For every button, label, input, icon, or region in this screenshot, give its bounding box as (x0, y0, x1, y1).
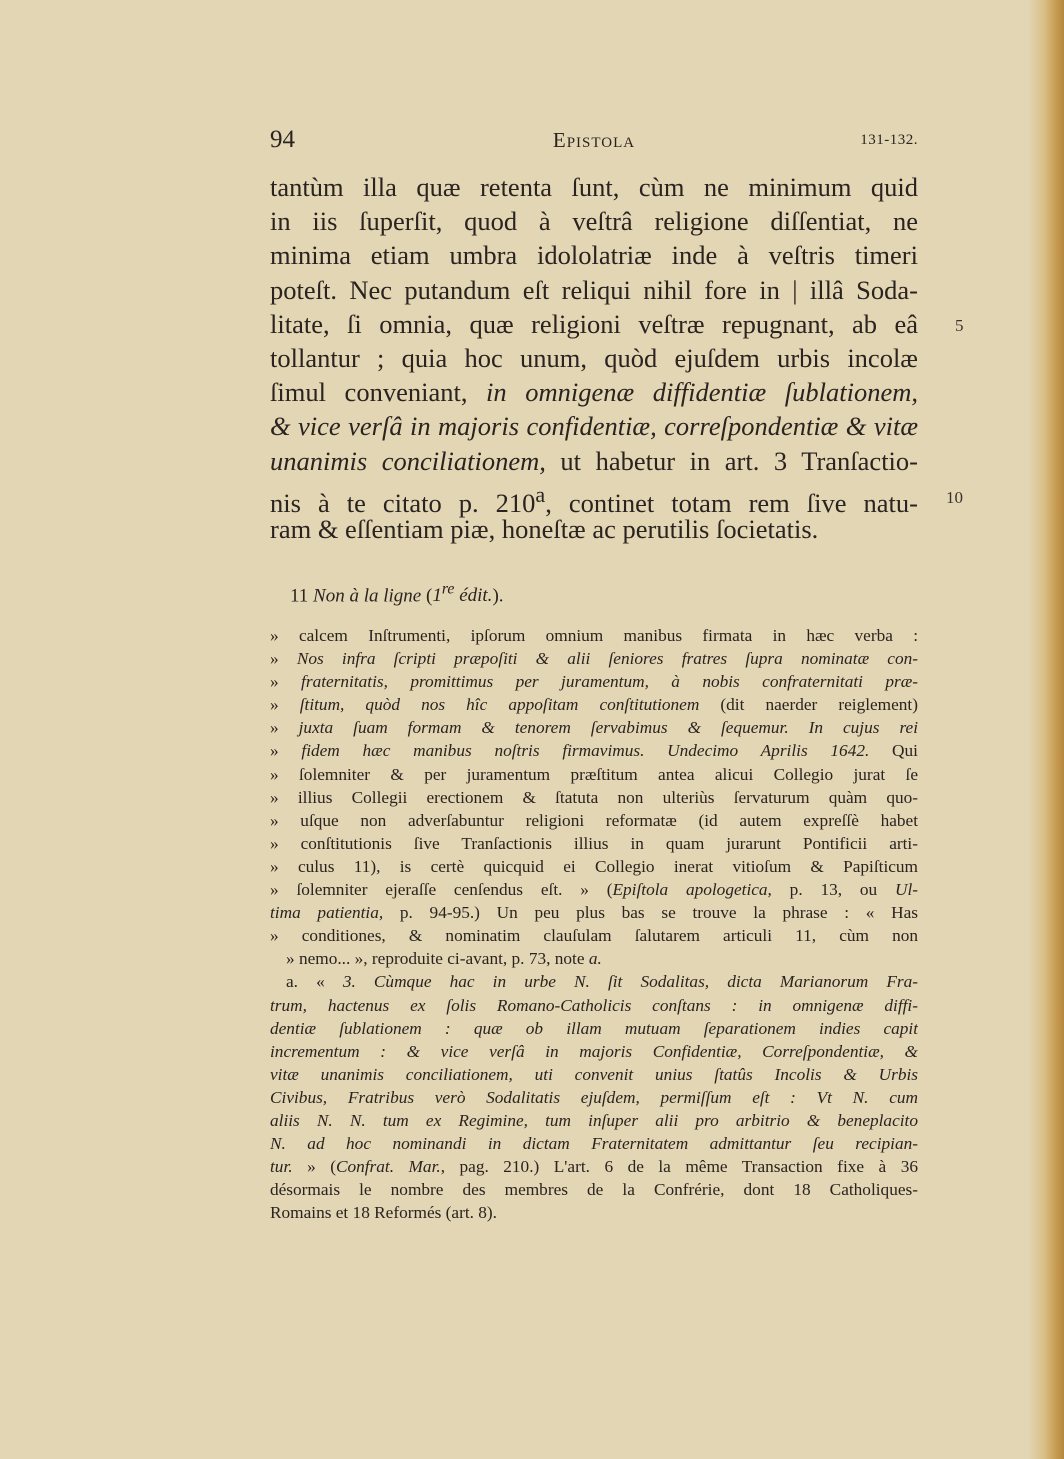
footnote-line: trum, hactenus ex ſolis Romano-Catholicis conſtans : in omnigenæ diffi- (270, 995, 918, 1015)
footnote-line: » uſque non adverſabuntur religioni reformatæ (id autem expreſſè habet (270, 810, 918, 830)
footnote-line: aliis N. N. tum ex Regimine, tum inſuper alii pro arbitrio & beneplacito (270, 1110, 918, 1130)
page-number: 94 (270, 126, 295, 153)
footnote-line: » calcem Inſtrumenti, ipſorum omnium manibus firmata in hæc verba : (270, 626, 918, 645)
footnote-line: tur. » (Confrat. Mar., pag. 210.) L'art. 6 de la même Transaction fixe à 36 (270, 1157, 918, 1177)
text-line: ram & eſſentiam piæ, honeſtæ ac perutilis ſocietatis. (270, 513, 819, 544)
running-title: Epistola (552, 128, 636, 152)
text-line: poteſt. Nec putandum eſt reliqui nihil fore in | illâ Soda- (270, 274, 918, 305)
folio-range: 131-132. (860, 132, 918, 148)
footnote-line: tima patientia, p. 94-95.) Un peu plus bas se trouve la phrase : « Has (270, 903, 918, 923)
footnote-line: » fidem hæc manibus noſtris firmavimus. Undecimo Aprilis 1642. Qui (270, 741, 918, 761)
text-line: tollantur ; quia hoc unum, quòd ejuſdem urbis incolæ (270, 342, 918, 373)
footnote-line: » fraternitatis, promittimus per juramentum, à nobis confraternitati præ- (270, 672, 918, 692)
text-line: in iis ſuperſit, quod à veſtrâ religione diſſentiat, ne (270, 206, 918, 237)
footnote-line: dentiæ ſublationem : quæ ob illam mutuam ſeparationem indies capit (270, 1018, 918, 1038)
footnotes (270, 624, 918, 1224)
footnote-line: N. ad hoc nominandi in dictam Fraternitatem admittantur ſeu recipian- (270, 1134, 918, 1154)
footnote-line: a. « 3. Cùmque hac in urbe N. ſit Sodalitas, dicta Marianorum Fra- (286, 972, 918, 992)
footnote-line: » ſolemniter & per juramentum præſtitum antea alicui Collegio jurat ſe (270, 764, 918, 784)
text-line: tantùm illa quæ retenta ſunt, cùm ne minimum quid (270, 172, 918, 202)
text-line: unanimis conciliationem, ut habetur in art. 3 Tranſactio- (270, 445, 918, 476)
footnote-line: » conditiones, & nominatim clauſulam ſalutarem articuli 11, cùm non (270, 926, 918, 946)
footnote-line: » illius Collegii erectionem & ſtatuta non ulteriùs ſervaturum quàm quo- (270, 787, 918, 807)
text-line: nis à te citato p. 210$^a$, continet totam rem ſive natu- (270, 481, 918, 518)
text-line: litate, ſi omnia, quæ religioni veſtræ repugnant, ab eâ (270, 308, 918, 339)
page-header (270, 126, 918, 158)
variant-note: 11 Non à la ligne (1re édit.). (290, 581, 504, 607)
footnote-line: » nemo... », reproduite ci-avant, p. 73, note a. (286, 949, 602, 969)
line-number-5: 5 (955, 316, 964, 335)
text-line: & vice verſâ in majoris confidentiæ, correſpondentiæ & vitæ (270, 411, 918, 442)
text-line: minima etiam umbra idololatriæ inde à veſtris timeri (270, 240, 918, 271)
main-text (270, 170, 918, 546)
footnote-line: incrementum : & vice verſâ in majoris Confidentiæ, Correſpondentiæ, & (270, 1041, 918, 1061)
footnote-line: Civibus, Fratribus verò Sodalitatis ejuſdem, permiſſum eſt : Vt N. cum (270, 1087, 918, 1107)
footnote-line: vitæ unanimis conciliationem, uti convenit unius ſtatûs Incolis & Urbis (270, 1064, 918, 1084)
line-number-10: 10 (946, 488, 963, 507)
footnote-line: » ſolemniter ejeraſſe cenſendus eſt. » (Epiſtola apologetica, p. 13, ou Ul- (270, 880, 918, 900)
page-edge (1028, 0, 1064, 1459)
footnote-line: » juxta ſuam formam & tenorem ſervabimus & ſequemur. In cujus rei (270, 718, 918, 738)
text-line: ſimul conveniant, in omnigenæ diffidentiæ ſublationem, (270, 377, 918, 408)
footnote-line: » conſtitutionis ſive Tranſactionis illius in quam jurarunt Pontificii arti- (270, 833, 918, 853)
footnote-line: » culus 11), is certè quicquid ei Collegio inerat vitioſum & Papiſticum (270, 856, 918, 876)
footnote-line: Romains et 18 Reformés (art. 8). (270, 1203, 498, 1223)
footnote-line: désormais le nombre des membres de la Confrérie, dont 18 Catholiques- (270, 1180, 918, 1200)
footnote-line: » ſtitum, quòd nos hîc appoſitam conſtitutionem (dit naerder reiglement) (270, 695, 918, 715)
footnote-line: » Nos infra ſcripti præpoſiti & alii ſeniores fratres ſupra nominatæ con- (270, 649, 918, 669)
